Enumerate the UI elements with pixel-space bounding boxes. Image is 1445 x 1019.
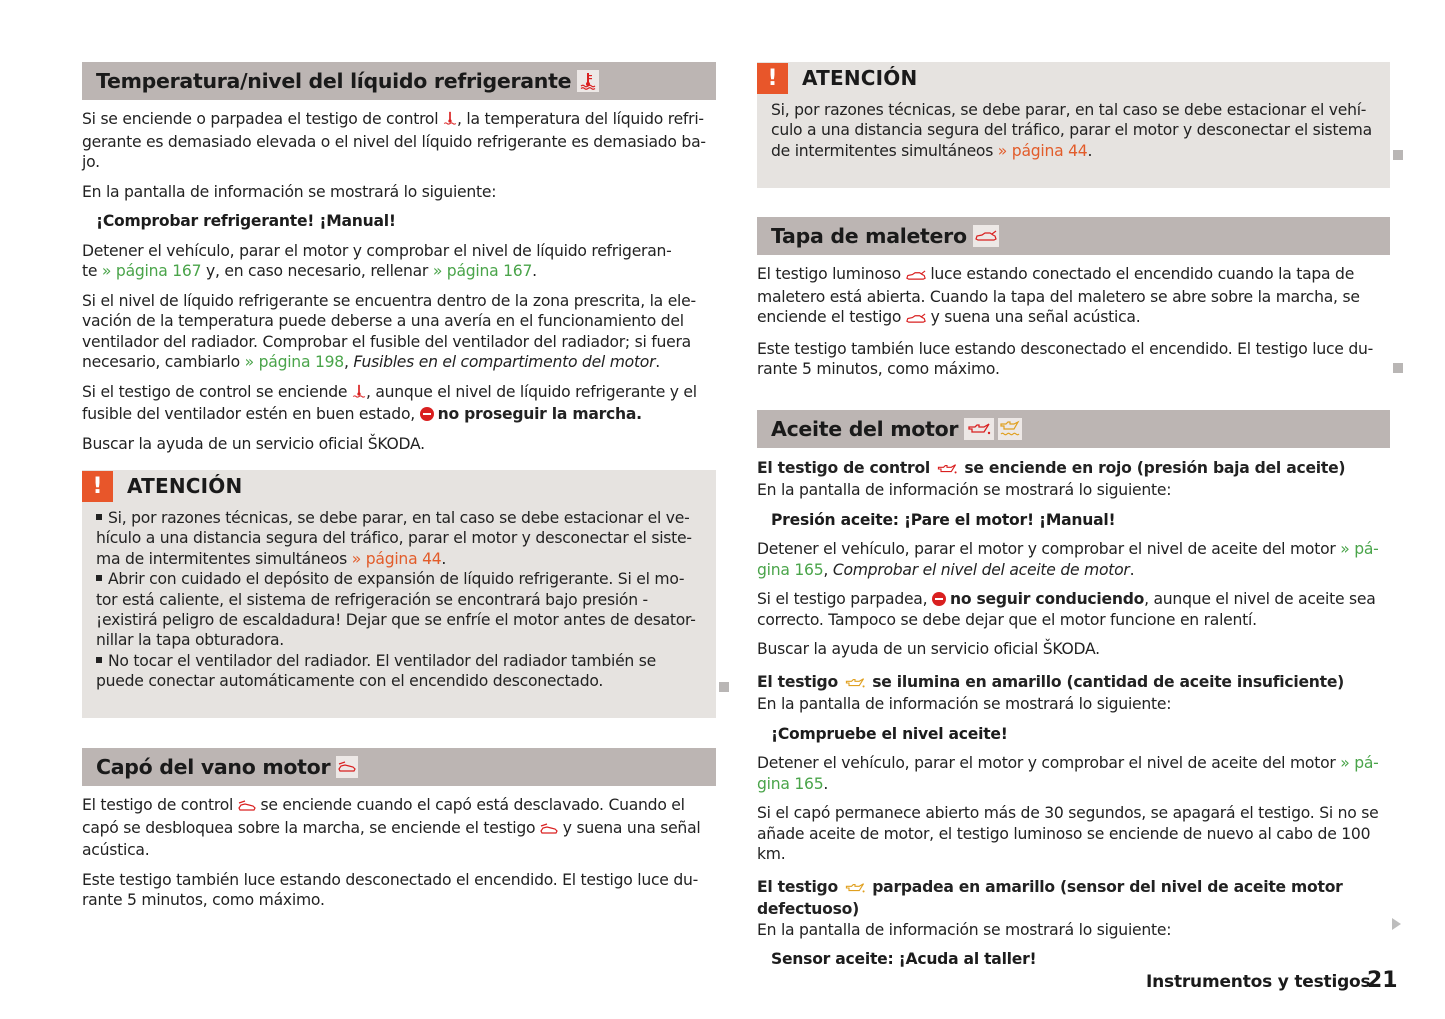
- text: te: [82, 262, 102, 280]
- text: , la temperatura del líquido refri-: [457, 110, 704, 128]
- text: .: [823, 774, 829, 793]
- warning-body: [757, 94, 1390, 161]
- text: y, en caso necesario, rellenar: [201, 262, 433, 280]
- trunk-open-icon: [906, 309, 926, 330]
- text: nillar la tapa obturadora.: [96, 631, 284, 650]
- coolant-temperature-icon: [443, 111, 457, 132]
- exclamation-icon: !: [757, 63, 788, 94]
- text: ¡existirá peligro de escaldadura! Dejar que se enfríe el motor antes de desator-: [96, 611, 696, 630]
- chapter-title: Instrumentos y testigos: [1146, 972, 1371, 992]
- text: rante 5 minutos, como máximo.: [757, 360, 1000, 378]
- display-message: ¡Compruebe el nivel aceite!: [771, 724, 1008, 743]
- subsection-heading: [757, 877, 1390, 920]
- section-title: Temperatura/nivel del líquido refrigerante: [96, 69, 572, 93]
- text: Este testigo también luce estando desconectado el encendido. El testigo luce du-: [757, 339, 1373, 358]
- warning-title: ATENCIÓN: [127, 474, 243, 498]
- paragraph: En la pantalla de información se mostrará lo siguiente:: [82, 182, 497, 201]
- page-link[interactable]: » página 44: [997, 141, 1088, 160]
- text: capó se desbloquea sobre la marcha, se enciende el testigo: [82, 818, 541, 837]
- display-message: Sensor aceite: ¡Acuda al taller!: [771, 950, 1037, 968]
- text: Si el capó permanece abierto más de 30 segundos, se apagará el testigo. Si no se: [757, 804, 1379, 822]
- text: y suena una señal acústica.: [925, 308, 1141, 326]
- paragraph: [82, 870, 716, 911]
- text: Si el testigo de control se enciende: [82, 382, 352, 401]
- text: ,: [823, 560, 833, 579]
- section-header-trunk: [757, 217, 1390, 255]
- text: El testigo: [757, 877, 844, 896]
- page-number: 21: [1367, 968, 1398, 993]
- text: Detener el vehículo, parar el motor y comprobar el nivel de aceite del motor: [757, 540, 1341, 558]
- paragraph: [757, 803, 1390, 865]
- text: necesario, cambiarlo: [82, 353, 245, 371]
- warning-box: [757, 62, 1390, 188]
- bullet-icon: [96, 514, 102, 520]
- hood-open-icon: [540, 820, 558, 841]
- warning-text: [771, 100, 1376, 161]
- paragraph: [757, 753, 1390, 794]
- text: acústica.: [82, 841, 150, 859]
- text: Si el testigo parpadea,: [757, 590, 933, 608]
- section-title: Capó del vano motor: [96, 755, 331, 779]
- page-link[interactable]: gina 165: [757, 560, 824, 579]
- text: El testigo de control: [82, 796, 238, 814]
- coolant-temperature-icon: [577, 70, 599, 92]
- bullet-icon: [96, 657, 102, 663]
- text: puede conectar automáticamente con el encendido desconectado.: [96, 672, 604, 691]
- section-header-oil: [757, 410, 1390, 448]
- text: añade aceite de motor, el testigo luminoso se enciende de nuevo al cabo de 100: [757, 824, 1371, 843]
- paragraph: [82, 109, 716, 173]
- text: El testigo: [757, 672, 844, 691]
- page-link[interactable]: » pá-: [1340, 540, 1379, 558]
- section-title: Tapa de maletero: [771, 224, 967, 248]
- text: y suena una señal: [558, 818, 701, 837]
- oil-level-icon: [843, 879, 867, 900]
- oil-level-icon: [843, 674, 867, 695]
- warning-body: [82, 502, 716, 692]
- page-link[interactable]: » pá-: [1340, 754, 1379, 772]
- hood-open-icon: [336, 756, 358, 778]
- oil-pressure-icon: [935, 460, 959, 481]
- stop-icon: [420, 407, 434, 421]
- text: hículo a una distancia segura del tráfico, parar el motor y desconectar el siste-: [96, 529, 692, 548]
- text: ventilador del radiador. Comprobar el fusible del ventilador del radiador; si fuera: [82, 332, 691, 351]
- paragraph: [757, 339, 1390, 380]
- hood-open-icon: [238, 797, 256, 818]
- text: jo.: [82, 153, 100, 171]
- text: .: [441, 549, 447, 568]
- text: Si se enciende o parpadea el testigo de control: [82, 110, 444, 128]
- paragraph: En la pantalla de información se mostrará lo siguiente:: [757, 481, 1172, 499]
- text: se enciende cuando el capó está desclavado. Cuando el: [255, 796, 685, 814]
- text: culo a una distancia segura del tráfico, parar el motor y desconectar el sistema: [771, 121, 1372, 140]
- page-link[interactable]: » página 44: [351, 549, 442, 568]
- paragraph: [82, 291, 716, 373]
- text: se ilumina en amarillo (cantidad de aceite insuficiente): [867, 672, 1345, 691]
- right-column: [757, 62, 1390, 970]
- subsection-heading: [757, 672, 1390, 695]
- text: .: [1087, 141, 1093, 160]
- text: correcto. Tampoco se debe dejar que el motor funcione en ralentí.: [757, 610, 1257, 629]
- text: El testigo de control: [757, 458, 936, 477]
- coolant-temperature-icon: [352, 384, 366, 405]
- paragraph: Buscar la ayuda de un servicio oficial ŠKODA.: [757, 640, 1100, 658]
- oil-pressure-icon: [964, 418, 994, 440]
- paragraph: Buscar la ayuda de un servicio oficial ŠKODA.: [82, 434, 425, 453]
- page-link[interactable]: gina 165: [757, 774, 824, 793]
- text: Detener el vehículo, parar el motor y comprobar el nivel de líquido refrigeran-: [82, 241, 672, 260]
- warning-header: [82, 470, 716, 502]
- section-end-marker: [719, 682, 729, 692]
- text: Este testigo también luce estando desconectado el encendido. El testigo luce du-: [82, 870, 698, 889]
- text: Si, por razones técnicas, se debe parar, en tal caso se debe estacionar el ve-: [108, 509, 690, 527]
- warning-bullet: [96, 508, 702, 569]
- reference-title: Fusibles en el compartimento del motor: [353, 353, 656, 371]
- bullet-icon: [96, 575, 102, 581]
- text: luce estando conectado el encendido cuando la tapa de: [925, 265, 1355, 283]
- reference-title: Comprobar el nivel del aceite de motor: [832, 560, 1130, 579]
- warning-title: ATENCIÓN: [802, 66, 918, 90]
- trunk-open-icon: [906, 266, 926, 287]
- text: parpadea en amarillo (sensor del nivel de aceite motor defectuoso): [757, 877, 1343, 918]
- exclamation-icon: !: [82, 471, 113, 502]
- text: de intermitentes simultáneos: [771, 141, 998, 160]
- paragraph: En la pantalla de información se mostrará lo siguiente:: [757, 695, 1172, 713]
- text: .: [655, 353, 660, 371]
- text: Si el nivel de líquido refrigerante se encuentra dentro de la zona prescrita, la ele-: [82, 291, 696, 310]
- warning-box: [82, 470, 716, 718]
- text: El testigo luminoso: [757, 265, 906, 283]
- paragraph: [757, 539, 1390, 580]
- text: maletero está abierta. Cuando la tapa del maletero se abre sobre la marcha, se: [757, 287, 1360, 306]
- warning-bullet: [96, 651, 702, 692]
- paragraph: En la pantalla de información se mostrará lo siguiente:: [757, 920, 1172, 939]
- trunk-open-icon: [973, 225, 999, 247]
- display-message: ¡Comprobar refrigerante! ¡Manual!: [96, 212, 396, 230]
- stop-icon: [932, 592, 946, 606]
- paragraph: [757, 264, 1390, 330]
- text: tor está caliente, el sistema de refrigeración se encontrará bajo presión -: [96, 590, 648, 609]
- paragraph: [82, 241, 716, 282]
- section-end-marker: [1393, 363, 1403, 373]
- text: rante 5 minutos, como máximo.: [82, 891, 325, 909]
- section-header-coolant: [82, 62, 716, 100]
- text: enciende el testigo: [757, 308, 906, 326]
- left-column: [82, 62, 716, 911]
- text: no proseguir la marcha.: [437, 405, 642, 423]
- text: No tocar el ventilador del radiador. El ventilador del radiador también se: [108, 651, 656, 670]
- subsection-heading: [757, 458, 1390, 481]
- text: , aunque el nivel de líquido refrigerante y el: [365, 382, 697, 401]
- text: ma de intermitentes simultáneos: [96, 549, 352, 568]
- text: gerante es demasiado elevada o el nivel del líquido refrigerante es demasiado ba-: [82, 132, 706, 151]
- continue-arrow-icon: [1392, 918, 1401, 930]
- paragraph: [82, 382, 716, 425]
- text: Si, por razones técnicas, se debe parar, en tal caso se debe estacionar el vehí-: [771, 101, 1367, 119]
- text: .: [1129, 560, 1135, 579]
- text: .: [532, 262, 537, 280]
- page-link[interactable]: » página 167: [432, 262, 533, 280]
- warning-header: [757, 62, 1390, 94]
- section-header-hood: [82, 748, 716, 786]
- oil-level-icon: [998, 418, 1022, 440]
- page-link[interactable]: » página 167: [101, 262, 202, 280]
- paragraph: [757, 589, 1390, 630]
- paragraph: [82, 795, 716, 861]
- text: vación de la temperatura puede deberse a una avería en el funcionamiento del: [82, 312, 684, 330]
- page-link[interactable]: » página 198: [244, 353, 344, 371]
- text: , aunque el nivel de aceite sea: [1144, 590, 1376, 608]
- text: no seguir conduciendo: [950, 590, 1145, 608]
- warning-bullet: [96, 569, 702, 651]
- section-end-marker: [1393, 150, 1403, 160]
- display-message: Presión aceite: ¡Pare el motor! ¡Manual!: [771, 510, 1116, 529]
- section-title: Aceite del motor: [771, 416, 959, 441]
- text: Abrir con cuidado el depósito de expansión de líquido refrigerante. Si el mo-: [108, 570, 685, 589]
- text: fusible del ventilador estén en buen estado,: [82, 405, 420, 423]
- text: ,: [343, 353, 354, 371]
- text: Detener el vehículo, parar el motor y comprobar el nivel de aceite del motor: [757, 754, 1341, 772]
- text: se enciende en rojo (presión baja del aceite): [959, 458, 1346, 477]
- text: km.: [757, 845, 786, 863]
